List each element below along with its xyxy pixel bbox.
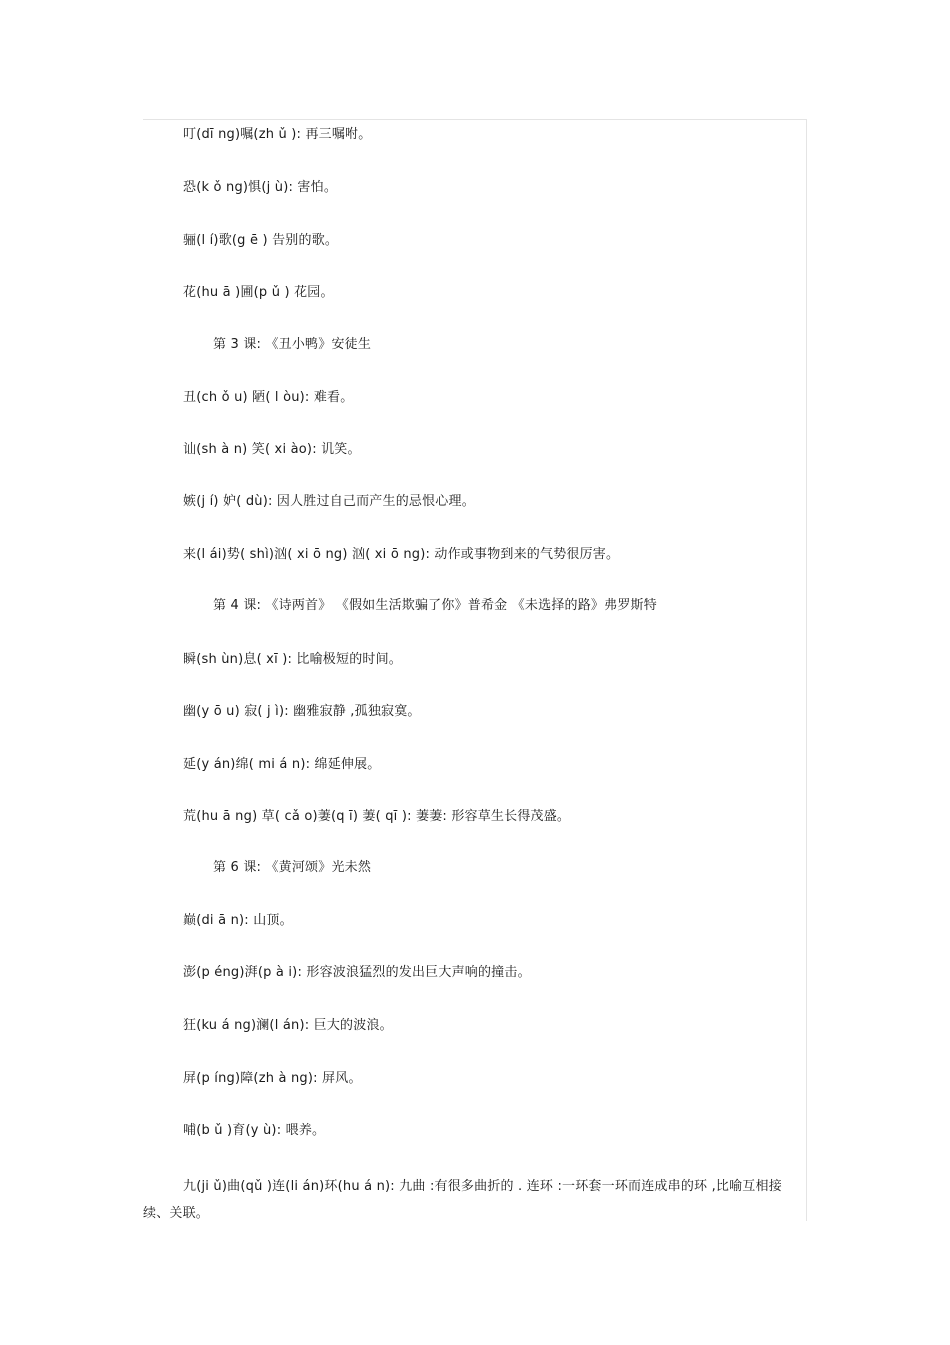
lesson-4-heading: 第 4 课: 《诗两首》 《假如生活欺骗了你》普希金 《未选择的路》弗罗斯特: [213, 598, 657, 613]
vocab-entry-buyu: 哺(b ǔ )育(y ù): 喂养。: [183, 1123, 326, 1138]
vocab-entry-dian: 巅(di ā n): 山顶。: [183, 913, 293, 928]
vocab-entry-yanmian: 延(y án)绵( mi á n): 绵延伸展。: [183, 757, 381, 772]
vocab-entry-huangcaoqiqi: 荒(hu ā ng) 草( cǎ o)萋(q ī) 萋( qī ): 萋萋: 形容草生长得茂盛。: [183, 809, 571, 824]
vocab-entry-youji: 幽(y ō u) 寂( j ì): 幽雅寂静 ,孤独寂寞。: [183, 704, 421, 719]
vocab-entry-lige: 骊(l í)歌(g ē ) 告别的歌。: [183, 233, 339, 248]
lesson-6-heading: 第 6 课: 《黄河颂》光未然: [213, 860, 372, 875]
lesson-3-heading: 第 3 课: 《丑小鸭》安徒生: [213, 337, 372, 352]
vocab-entry-jidu: 嫉(j í) 妒( dù): 因人胜过自己而产生的忌恨心理。: [183, 494, 475, 509]
vocab-entry-shanxiao: 讪(sh à n) 笑( xi ào): 讥笑。: [183, 442, 361, 457]
vocab-entry-shunxi: 瞬(sh ùn)息( xī ): 比喻极短的时间。: [183, 652, 402, 667]
vocab-entry-laishixiongxiong: 来(l ái)势( shì)汹( xi ō ng) 汹( xi ō ng): 动作或事物到来的气势很厉害。: [183, 547, 620, 562]
vocab-entry-choulou: 丑(ch ǒ u) 陋( l òu): 难看。: [183, 390, 354, 405]
vocab-entry-kongju: 恐(k ǒ ng)惧(j ù): 害怕。: [183, 180, 338, 195]
vocab-entry-dingzhu: 叮(dī ng)嘱(zh ǔ ): 再三嘱咐。: [183, 127, 372, 142]
vocab-entry-pingzhang: 屏(p íng)障(zh à ng): 屏风。: [183, 1071, 362, 1086]
vocab-entry-pengpai: 澎(p éng)湃(p à i): 形容波浪猛烈的发出巨大声响的撞击。: [183, 965, 531, 980]
vocab-entry-kuanglan: 狂(ku á ng)澜(l án): 巨大的波浪。: [183, 1018, 393, 1033]
vocab-entry-jiuqulianhuan: 九(ji ǔ)曲(qǔ )连(li án)环(hu á n): 九曲 :有很多曲折的 . 连环 :一环套一环而连成串的环 ,比喻互相接续、关联。: [143, 1179, 782, 1221]
vocab-entry-huapu: 花(hu ā )圃(p ǔ ) 花园。: [183, 285, 334, 300]
